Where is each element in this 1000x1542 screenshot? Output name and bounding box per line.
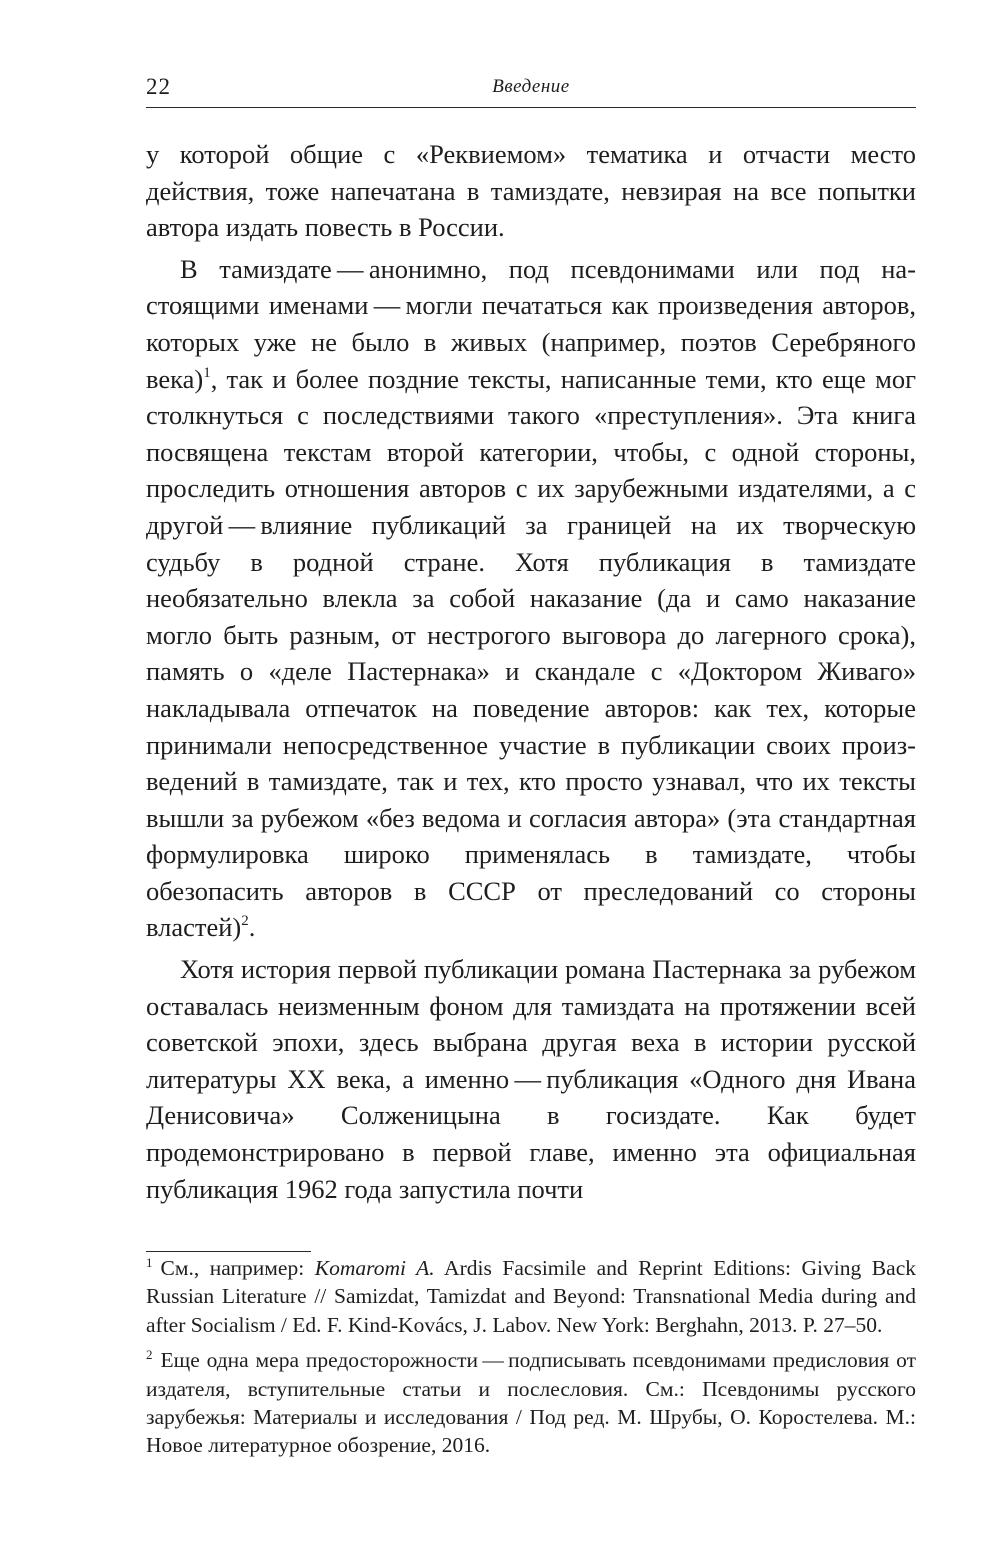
running-title: Введение xyxy=(492,76,570,97)
footnote-ref-1: 1 xyxy=(203,364,211,381)
paragraph-1: у которой общие с «Реквиемом» тематика и отчасти место действия, тоже напечатана в тамиздате, невзирая на все попытки автора издать повесть в России. xyxy=(146,139,916,243)
paragraph-2 xyxy=(146,251,916,946)
footnote-2 xyxy=(146,1346,916,1460)
paragraph-2-part-c: . xyxy=(248,912,256,943)
paragraph-2-part-a: В тамиздате — анонимно, под псевдонимами или под настоящими именами — могли печататься как произведения авторов, которых уже не было в живых (например, поэтов Серебряного века) xyxy=(146,253,916,394)
footnotes xyxy=(146,1254,916,1460)
page-number: 22 xyxy=(146,74,171,99)
running-head xyxy=(146,74,916,104)
paragraph-3: Хотя история первой публикации романа Пастернака за рубежом оставалась неизменным фоном для тамиздата на протяжении всей советской эпохи, здесь выбрана другая веха в истории русской литературы XX века, а именно — публикация «Одного дня Ивана Денисовича» Солженицына в госиздате. Как будет продемонстрировано в первой главе, именно эта официальная публикация 1962 года запустила почти xyxy=(146,954,916,1204)
footnote-1-prefix: См., например: xyxy=(160,1256,315,1280)
footnote-1-text: Ardis Facsimile and Reprint Editions: Giving Back Russian Literature // Samizdat, Tamizdat and Beyond: Transnational Media during and after Socialism / Ed. F. Kind-Kovács, J. Labov. New York: Berghahn, 2013. P. 27–50. xyxy=(146,1256,916,1337)
footnote-2-text: Еще одна мера предосторожности — подписывать псевдонимами предисловия от издателя, вступительные статьи и послесловия. См.: Псевдонимы русского зарубежья: Материалы и исследования / Под ред. М. Шрубы, О. Коростелева. М.: Новое литературное обозрение, 2016. xyxy=(146,1348,916,1458)
header-rule xyxy=(146,107,916,108)
footnote-rule xyxy=(146,1251,311,1252)
footnote-1-author: Komaromi A. xyxy=(314,1256,435,1280)
footnote-2-mark: 2 xyxy=(146,1347,153,1363)
main-text xyxy=(146,136,916,1207)
paragraph-2-part-b: , так и более поздние тексты, написанные теми, кто еще мог столкнуться с последствиями такого «преступления». Эта книга посвящена текстам второй категории, чтобы, с одной стороны, проследить отношения авторов с их зарубежными издателями, а с другой — влияние публикаций за границей на их творческую судьбу в родной стране. Хотя публикация в тамиздате необязательно влекла за собой наказание (да и само наказание могло быть разным, от нестрогого выговора до лагерного срока), память о «деле Пастернака» и скандале с «Доктором Живаго» накладывала отпечаток на поведение авторов: как тех, которые принимали непосредственное участие в публикации своих произведений в тамиздате, так и тех, кто просто узнавал, что их тексты вышли за рубежом «без ведома и согласия автора» (эта стандартная формулировка широко применялась в тамиздате, чтобы обезопасить авторов в СССР от преследований со стороны властей) xyxy=(146,363,916,943)
footnote-1 xyxy=(146,1254,916,1339)
footnote-1-mark: 1 xyxy=(146,1255,153,1270)
footnote-ref-2: 2 xyxy=(241,913,249,930)
